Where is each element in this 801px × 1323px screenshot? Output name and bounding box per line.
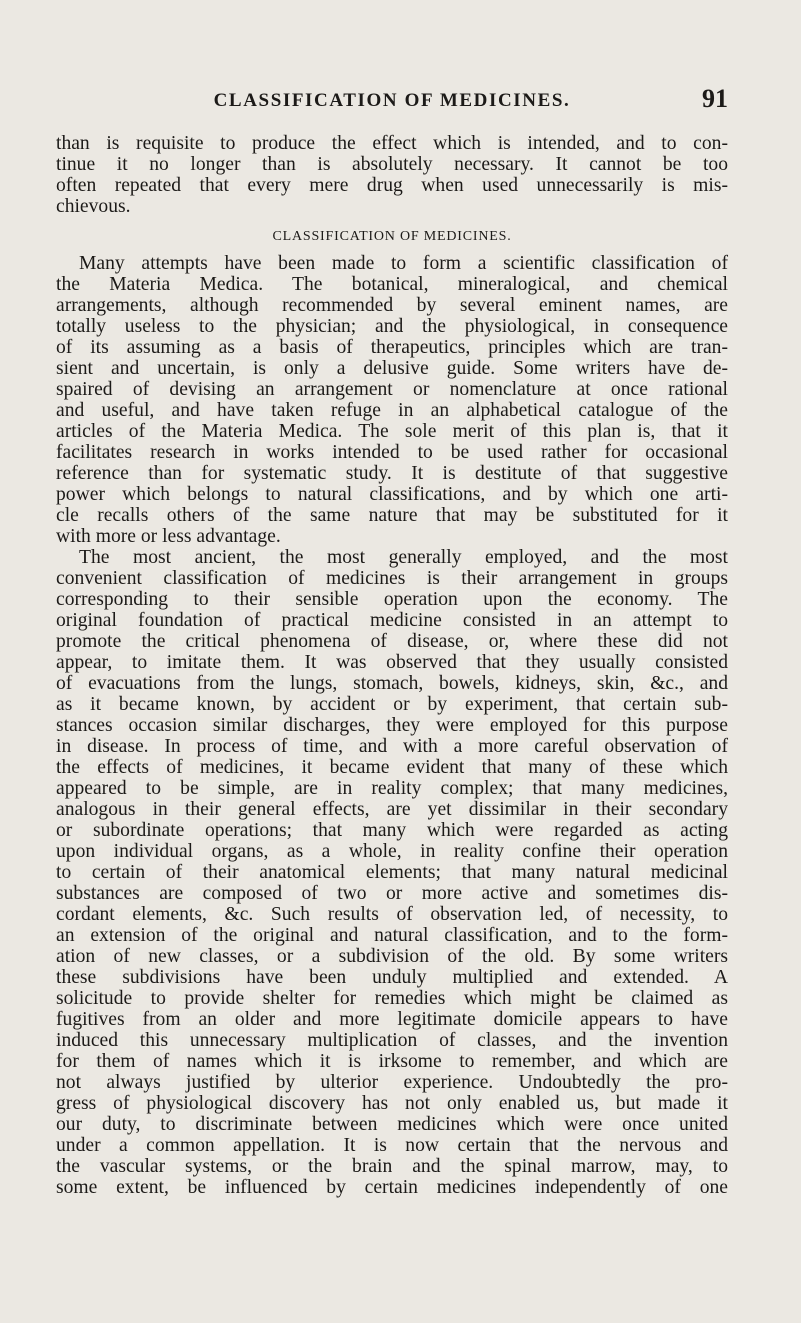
text-line: the effects of medicines, it became evident that many of these which — [56, 757, 728, 778]
text-line: solicitude to provide shelter for remedies which might be claimed as — [56, 988, 728, 1009]
body-text — [56, 133, 728, 1198]
text-line: these subdivisions have been unduly multiplied and extended. A — [56, 967, 728, 988]
text-line: stances occasion similar discharges, they were employed for this purpose — [56, 715, 728, 736]
section-heading: CLASSIFICATION OF MEDICINES. — [272, 229, 512, 244]
running-title: CLASSIFICATION OF MEDICINES. — [213, 90, 571, 111]
text-line: upon individual organs, as a whole, in reality confine their operation — [56, 841, 728, 862]
text-line: cle recalls others of the same nature that may be substituted for it — [56, 505, 728, 526]
text-line: often repeated that every mere drug when used unnecessarily is mis- — [56, 175, 728, 196]
text-line: arrangements, although recommended by several eminent names, are — [56, 295, 728, 316]
text-line: as it became known, by accident or by experiment, that certain sub- — [56, 694, 728, 715]
text-line: facilitates research in works intended to be used rather for occasional — [56, 442, 728, 463]
text-line: analogous in their general effects, are yet dissimilar in their secondary — [56, 799, 728, 820]
text-line: fugitives from an older and more legitimate domicile appears to have — [56, 1009, 728, 1030]
text-line: promote the critical phenomena of disease, or, where these did not — [56, 631, 728, 652]
text-line: in disease. In process of time, and with a more careful observation of — [56, 736, 728, 757]
text-line: tinue it no longer than is absolutely necessary. It cannot be too — [56, 154, 728, 175]
text-line: corresponding to their sensible operation upon the economy. The — [56, 589, 728, 610]
running-head — [56, 86, 728, 116]
page-number: 91 — [702, 84, 728, 113]
text-line: power which belongs to natural classifications, and by which one arti- — [56, 484, 728, 505]
text-line: totally useless to the physician; and the physiological, in consequence — [56, 316, 728, 337]
text-line: an extension of the original and natural classification, and to the form- — [56, 925, 728, 946]
text-line: ation of new classes, or a subdivision of the old. By some writers — [56, 946, 728, 967]
text-line: than is requisite to produce the effect which is intended, and to con- — [56, 133, 728, 154]
text-line: the vascular systems, or the brain and the spinal marrow, may, to — [56, 1156, 728, 1177]
text-line: articles of the Materia Medica. The sole merit of this plan is, that it — [56, 421, 728, 442]
text-line: our duty, to discriminate between medicines which were once united — [56, 1114, 728, 1135]
text-line: convenient classification of medicines is their arrangement in groups — [56, 568, 728, 589]
text-line: some extent, be influenced by certain medicines independently of one — [56, 1177, 728, 1198]
text-line: under a common appellation. It is now certain that the nervous and — [56, 1135, 728, 1156]
text-line: original foundation of practical medicine consisted in an attempt to — [56, 610, 728, 631]
paragraph — [56, 547, 728, 1198]
text-line: the Materia Medica. The botanical, mineralogical, and chemical — [56, 274, 728, 295]
text-line: or subordinate operations; that many which were regarded as acting — [56, 820, 728, 841]
paragraph — [56, 253, 728, 547]
paragraph-continuation — [56, 133, 728, 217]
text-line: for them of names which it is irksome to remember, and which are — [56, 1051, 728, 1072]
text-line: not always justified by ulterior experience. Undoubtedly the pro- — [56, 1072, 728, 1093]
text-line: chievous. — [56, 196, 131, 217]
text-line: appear, to imitate them. It was observed that they usually consisted — [56, 652, 728, 673]
text-line: cordant elements, &c. Such results of observation led, of necessity, to — [56, 904, 728, 925]
text-line: to certain of their anatomical elements; that many natural medicinal — [56, 862, 728, 883]
text-line: and useful, and have taken refuge in an alphabetical catalogue of the — [56, 400, 728, 421]
text-line: appeared to be simple, are in reality complex; that many medicines, — [56, 778, 728, 799]
text-line: substances are composed of two or more active and sometimes dis- — [56, 883, 728, 904]
text-line: sient and uncertain, is only a delusive guide. Some writers have de- — [56, 358, 728, 379]
text-line: induced this unnecessary multiplication of classes, and the invention — [56, 1030, 728, 1051]
text-line: spaired of devising an arrangement or nomenclature at once rational — [56, 379, 728, 400]
text-line: gress of physiological discovery has not only enabled us, but made it — [56, 1093, 728, 1114]
text-line: The most ancient, the most generally employed, and the most — [79, 547, 728, 568]
text-line: reference than for systematic study. It is destitute of that suggestive — [56, 463, 728, 484]
text-line: Many attempts have been made to form a scientific classification of — [79, 253, 728, 274]
text-line: of evacuations from the lungs, stomach, bowels, kidneys, skin, &c., and — [56, 673, 728, 694]
text-line: of its assuming as a basis of therapeutics, principles which are tran- — [56, 337, 728, 358]
text-line: with more or less advantage. — [56, 526, 281, 547]
